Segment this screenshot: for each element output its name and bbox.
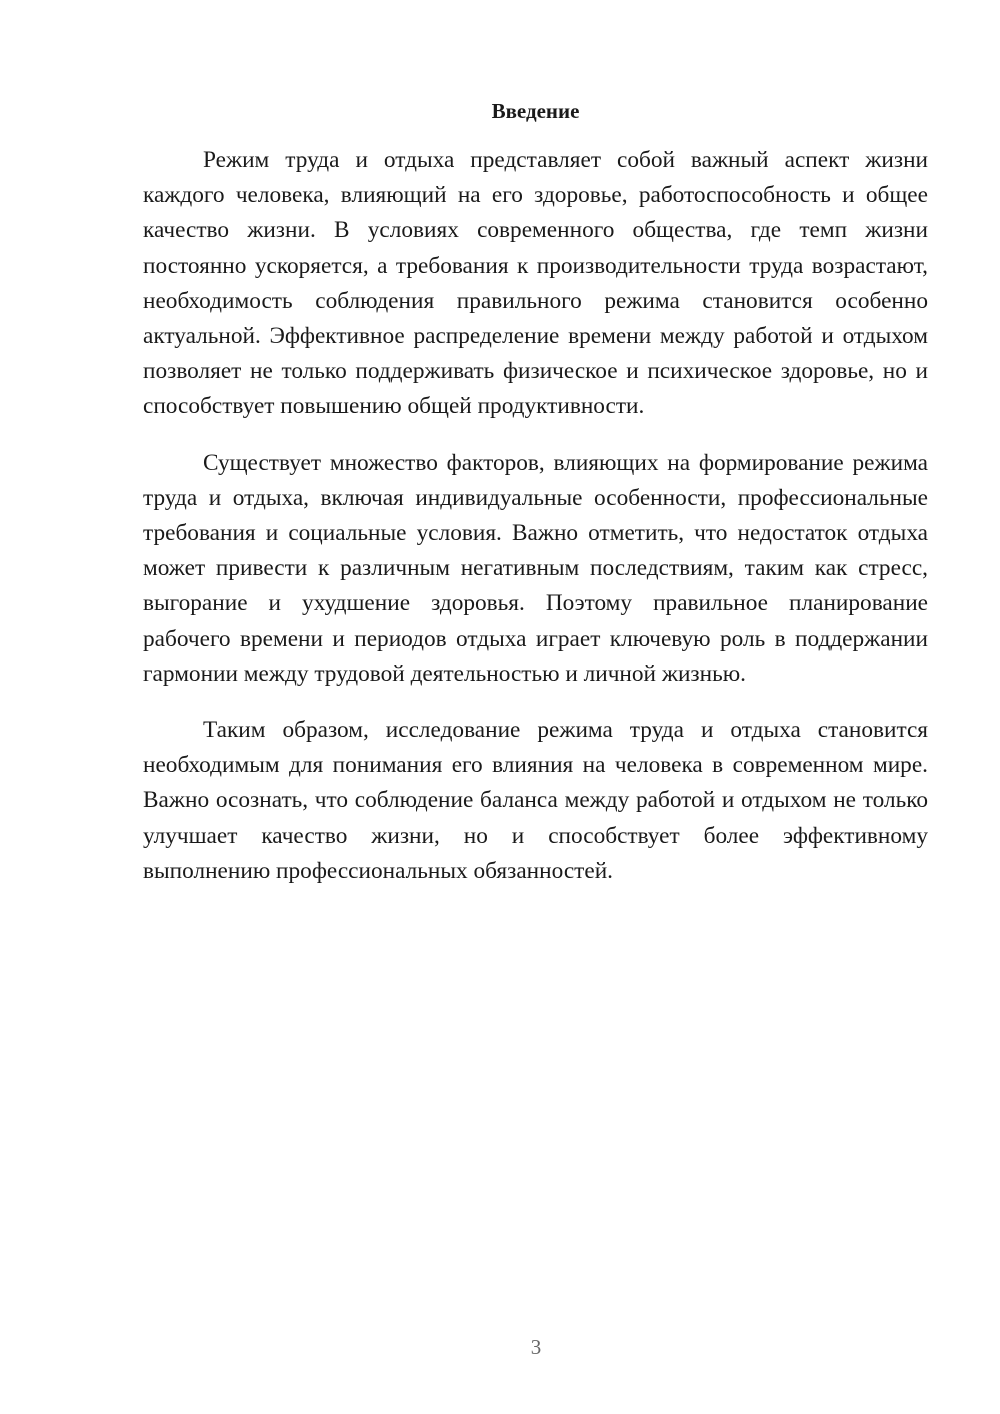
paragraph-1: Режим труда и отдыха представляет собой важный аспект жизни каждого человека, влияющий на его здоровье, работоспособность и общее качество жизни. В условиях современного общества, где темп жизни постоянно ускоряется, а требования к производительности труда возрастают, необходимость соблюдения правильного режима становится особенно актуальной. Эффективное распределение времени между работой и отдыхом позволяет не только поддерживать физическое и психическое здоровье, но и способствует повышению общей продуктивности.: [143, 147, 928, 420]
page-number: 3: [530, 1335, 542, 1359]
section-title: Введение: [491, 99, 580, 123]
paragraph-3: Таким образом, исследование режима труда и отдыха становится необходимым для понимания его влияния на человека в современном мире. Важно осознать, что соблюдение баланса между работой и отдыхом не только улучшает качество жизни, но и способствует более эффективному выполнению профессиональных обязанностей.: [143, 717, 928, 884]
document-body: [143, 96, 928, 910]
paragraph-2: Существует множество факторов, влияющих на формирование режима труда и отдыха, включая индивидуальные особенности, профессиональные требования и социальные условия. Важно отметить, что недостаток отдыха может привести к различным негативным последствиям, таким как стресс, выгорание и ухудшение здоровья. Поэтому правильное планирование рабочего времени и периодов отдыха играет ключевую роль в поддержании гармонии между трудовой деятельностью и личной жизнью.: [143, 449, 928, 687]
